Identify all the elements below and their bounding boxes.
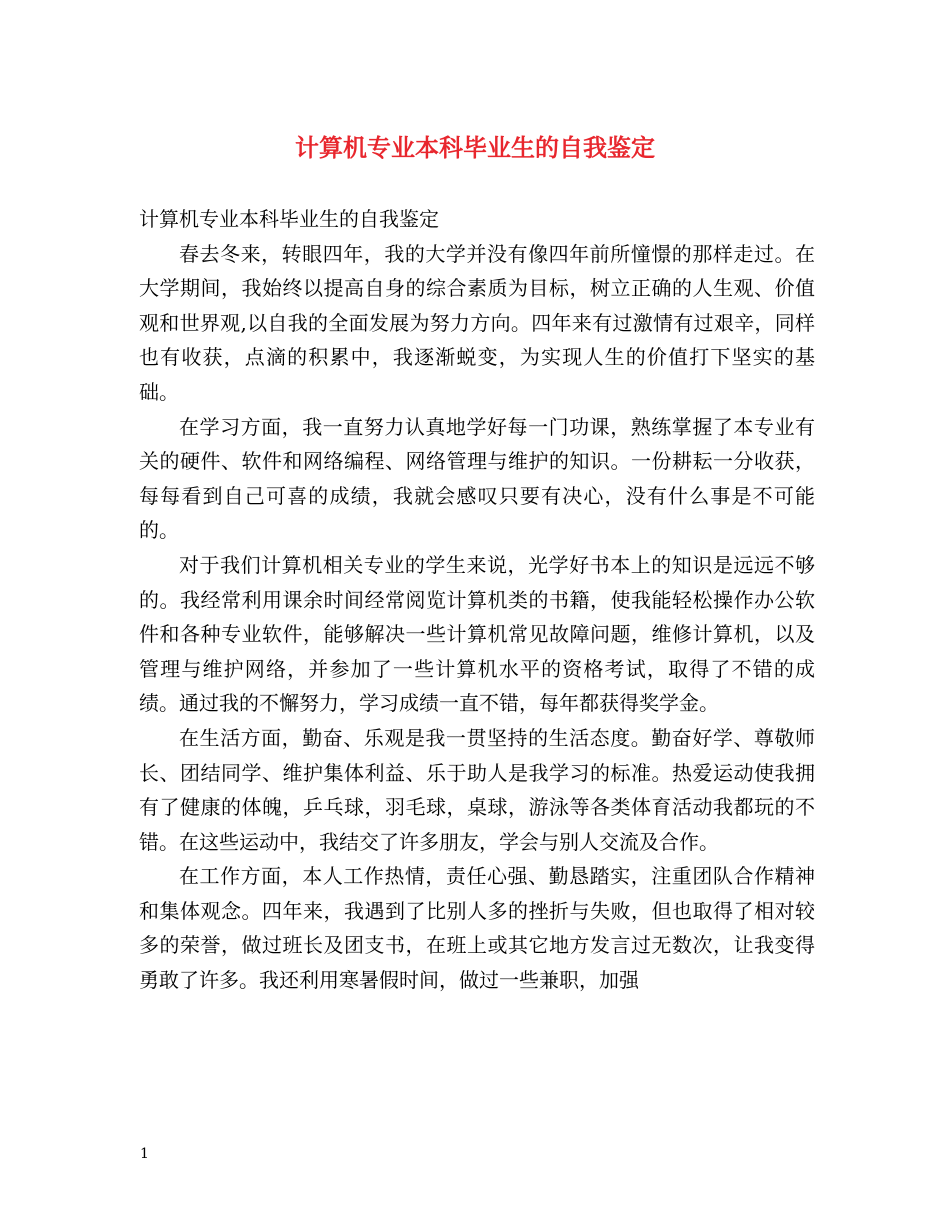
paragraph-intro: 春去冬来，转眼四年，我的大学并没有像四年前所憧憬的那样走过。在大学期间，我始终以提高自身的综合素质为目标，树立正确的人生观、价值观和世界观,以自我的全面发展为努力方向。四年来有过激情有过艰辛，同样也有收获，点滴的积累中，我逐渐蜕变，为实现人生的价值打下坚实的基础。: [139, 241, 815, 404]
paragraph-computer-skills: 对于我们计算机相关专业的学生来说，光学好书本上的知识是远远不够的。我经常利用课余时间经常阅览计算机类的书籍，使我能轻松操作办公软件和各种专业软件，能够解决一些计算机常见故障问题，维修计算机，以及管理与维护网络，并参加了一些计算机水平的资格考试，取得了不错的成绩。通过我的不懈努力，学习成绩一直不错，每年都获得奖学金。: [139, 552, 815, 716]
document-subtitle: 计算机专业本科毕业生的自我鉴定: [139, 207, 439, 231]
paragraph-work: 在工作方面，本人工作热情，责任心强、勤恳踏实，注重团队合作精神和集体观念。四年来，我遇到了比别人多的挫折与失败，但也取得了相对较多的荣誉，做过班长及团支书，在班上或其它地方发言过无数次，让我变得勇敢了许多。我还利用寒暑假时间，做过一些兼职，加强: [139, 864, 815, 993]
paragraph-study: 在学习方面，我一直努力认真地学好每一门功课，熟练掌握了本专业有关的硬件、软件和网络编程、网络管理与维护的知识。一份耕耘一分收获，每每看到自己可喜的成绩，我就会感叹只要有决心，没有什么事是不可能的。: [139, 414, 815, 543]
page-title: 计算机专业本科毕业生的自我鉴定: [295, 133, 655, 162]
page-number: 1: [140, 1146, 149, 1162]
document-body: [139, 202, 815, 998]
paragraph-life: 在生活方面，勤奋、乐观是我一贯坚持的生活态度。勤奋好学、尊敬师长、团结同学、维护集体利益、乐于助人是我学习的标准。热爱运动使我拥有了健康的体魄，乒乓球，羽毛球，桌球，游泳等各类体育活动我都玩的不错。在这些运动中，我结交了许多朋友，学会与别人交流及合作。: [139, 725, 815, 854]
